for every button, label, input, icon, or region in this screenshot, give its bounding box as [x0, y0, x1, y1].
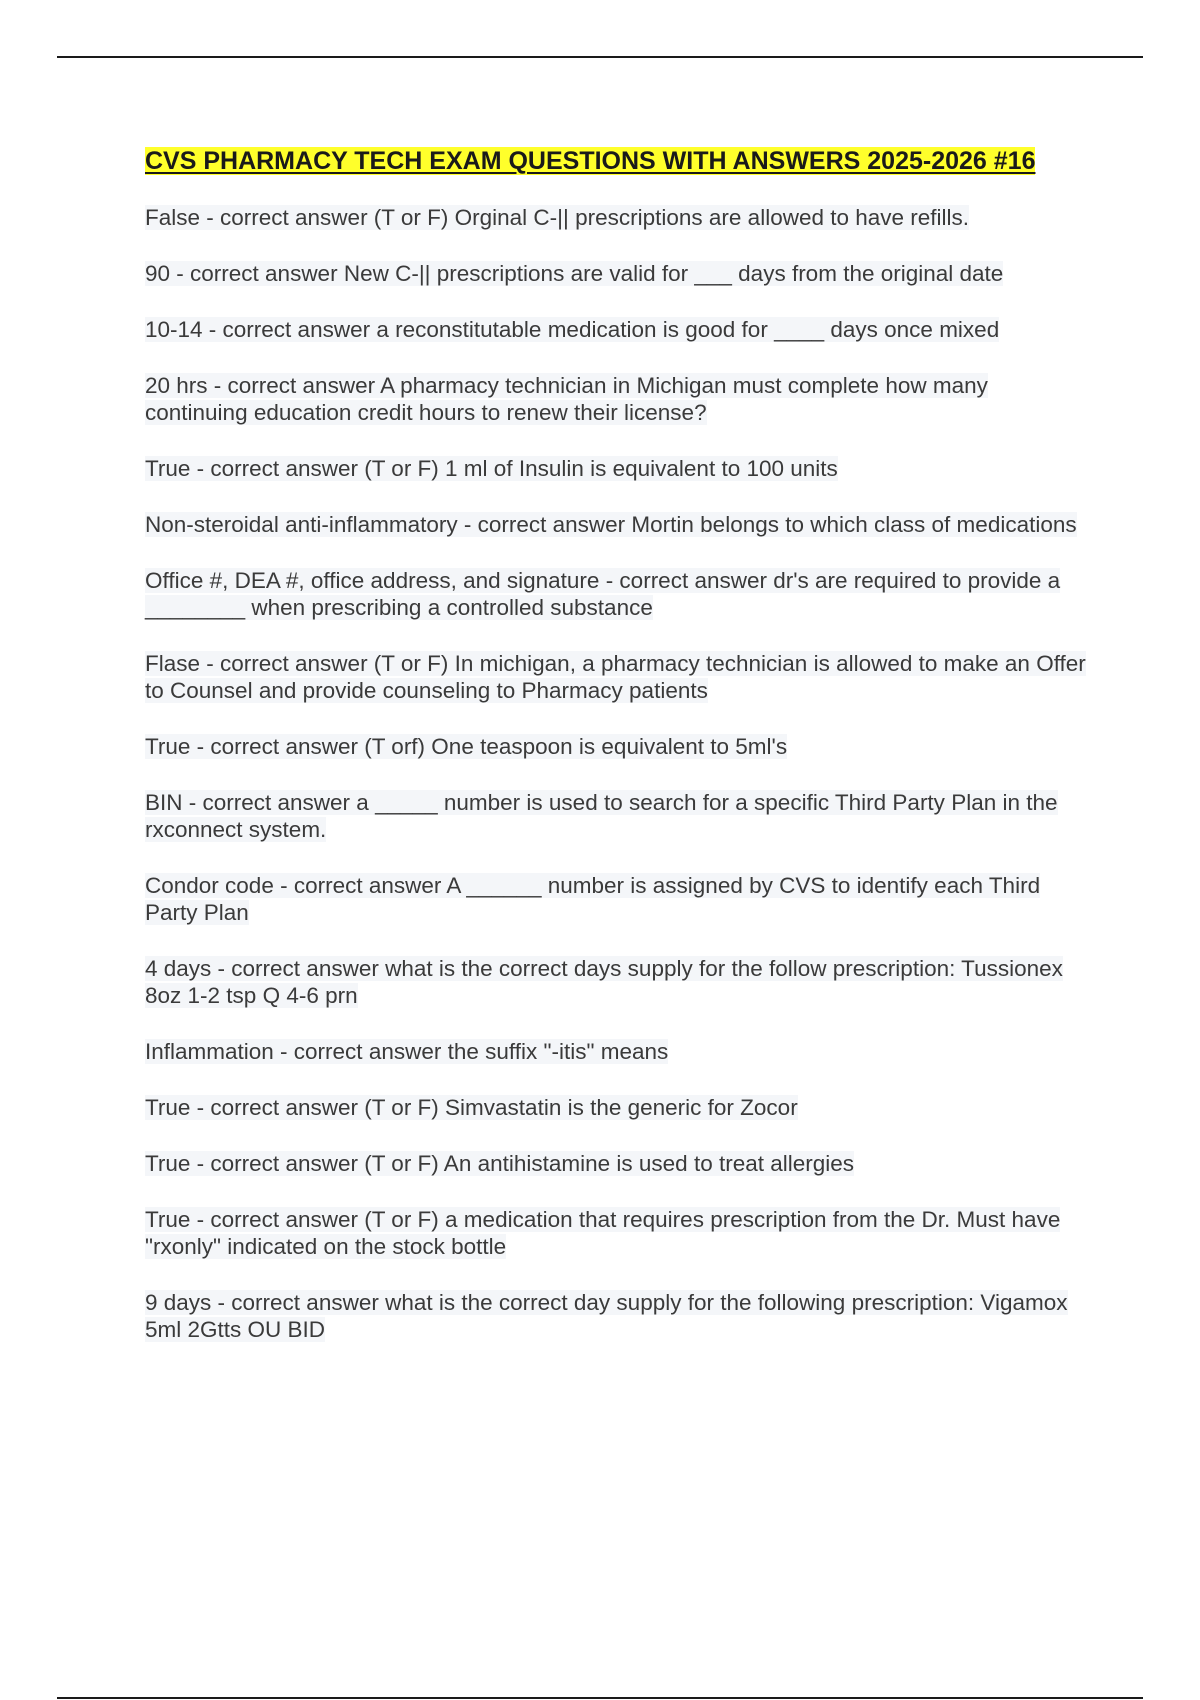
qa-item: True - correct answer (T or F) a medication that requires prescription from the Dr. Must have "rxonly" indicated on the stock bottle [145, 1207, 1061, 1259]
top-rule [57, 56, 1143, 58]
qa-item: 9 days - correct answer what is the correct day supply for the following prescription: Vigamox 5ml 2Gtts OU BID [145, 1290, 1068, 1342]
qa-item: True - correct answer (T or F) An antihistamine is used to treat allergies [145, 1151, 855, 1176]
qa-item: BIN - correct answer a _____ number is used to search for a specific Third Party Plan in the rxconnect system. [145, 790, 1058, 842]
qa-item: False - correct answer (T or F) Orginal C-|| prescriptions are allowed to have refills. [145, 205, 970, 230]
qa-item: 10-14 - correct answer a reconstitutable medication is good for ____ days once mixed [145, 317, 1000, 342]
qa-item: 4 days - correct answer what is the correct days supply for the follow prescription: Tussionex 8oz 1-2 tsp Q 4-6 prn [145, 956, 1063, 1008]
qa-item: True - correct answer (T orf) One teaspoon is equivalent to 5ml's [145, 734, 788, 759]
document-title [145, 145, 1090, 178]
qa-item: Office #, DEA #, office address, and signature - correct answer dr's are required to provide a ________ when prescribing a controlled substance [145, 568, 1061, 620]
qa-item: 20 hrs - correct answer A pharmacy technician in Michigan must complete how many continuing education credit hours to renew their license? [145, 373, 988, 425]
qa-item: Flase - correct answer (T or F) In michigan, a pharmacy technician is allowed to make an Offer to Counsel and provide counseling to Pharmacy patients [145, 651, 1086, 703]
qa-item: Condor code - correct answer A ______ number is assigned by CVS to identify each Third Party Plan [145, 873, 1041, 925]
qa-item: Inflammation - correct answer the suffix "-itis" means [145, 1039, 669, 1064]
document-body [145, 145, 1090, 1372]
qa-item: 90 - correct answer New C-|| prescriptions are valid for ___ days from the original date [145, 261, 1004, 286]
document-title-text: CVS PHARMACY TECH EXAM QUESTIONS WITH ANSWERS 2025-2026 #16 [145, 147, 1036, 175]
bottom-rule [57, 1697, 1143, 1699]
qa-item: Non-steroidal anti-inflammatory - correct answer Mortin belongs to which class of medications [145, 512, 1077, 537]
qa-item: True - correct answer (T or F) 1 ml of Insulin is equivalent to 100 units [145, 456, 838, 481]
qa-item: True - correct answer (T or F) Simvastatin is the generic for Zocor [145, 1095, 798, 1120]
